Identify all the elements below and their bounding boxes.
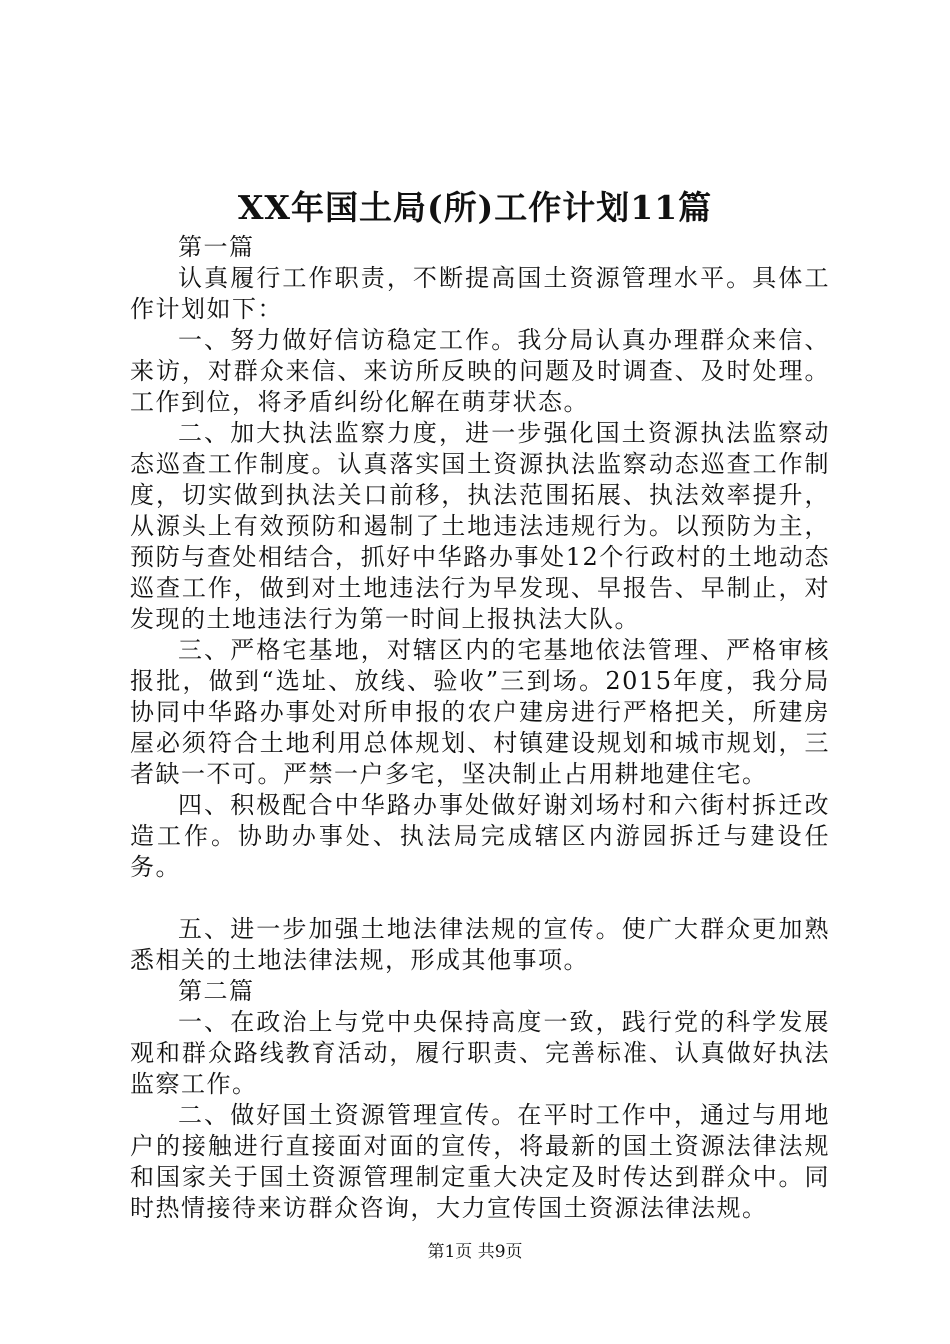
paragraph: 二、加大执法监察力度，进一步强化国土资源执法监察动态巡查工作制度。认真落实国土资源执法监察动态巡查工作制度，切实做到执法关口前移，执法范围拓展、执法效率提升，从源头上有效预防和遏制了土地违法违规行为。以预防为主，预防与查处相结合，抓好中华路办事处12个行政村的土地动态巡查工作，做到对土地违法行为早发现、早报告、早制止，对发现的土地违法行为第一时间上报执法大队。	[130, 419, 830, 633]
document-title: XX年国土局(所)工作计划11篇	[237, 188, 713, 227]
paragraph: 四、积极配合中华路办事处做好谢刘场村和六街村拆迁改造工作。协助办事处、执法局完成辖区内游园拆迁与建设任务。	[130, 791, 830, 881]
paragraph: 一、在政治上与党中央保持高度一致，践行党的科学发展观和群众路线教育活动，履行职责、完善标准、认真做好执法监察工作。	[130, 1008, 830, 1098]
paragraph: 一、努力做好信访稳定工作。我分局认真办理群众来信、来访，对群众来信、来访所反映的问题及时调查、及时处理。工作到位，将矛盾纠纷化解在萌芽状态。	[130, 326, 830, 416]
page-number-footer: 第1页 共9页	[427, 1242, 523, 1262]
section-heading: 第二篇	[178, 977, 255, 1005]
paragraph: 认真履行工作职责，不断提高国土资源管理水平。具体工作计划如下：	[130, 264, 830, 323]
paragraph: 二、做好国土资源管理宣传。在平时工作中，通过与用地户的接触进行直接面对面的宣传，将最新的国土资源法律法规和国家关于国土资源管理制定重大决定及时传达到群众中。同时热情接待来访群众咨询，大力宣传国土资源法律法规。	[130, 1101, 830, 1222]
paragraph: 三、严格宅基地，对辖区内的宅基地依法管理、严格审核报批，做到“选址、放线、验收”三到场。2015年度，我分局协同中华路办事处对所申报的农户建房进行严格把关，所建房屋必须符合土地利用总体规划、村镇建设规划和城市规划，三者缺一不可。严禁一户多宅，坚决制止占用耕地建住宅。	[130, 636, 830, 788]
section-heading: 第一篇	[178, 233, 255, 261]
document-body	[130, 232, 830, 1224]
paragraph: 五、进一步加强土地法律法规的宣传。使广大群众更加熟悉相关的土地法律法规，形成其他事项。	[130, 915, 830, 974]
